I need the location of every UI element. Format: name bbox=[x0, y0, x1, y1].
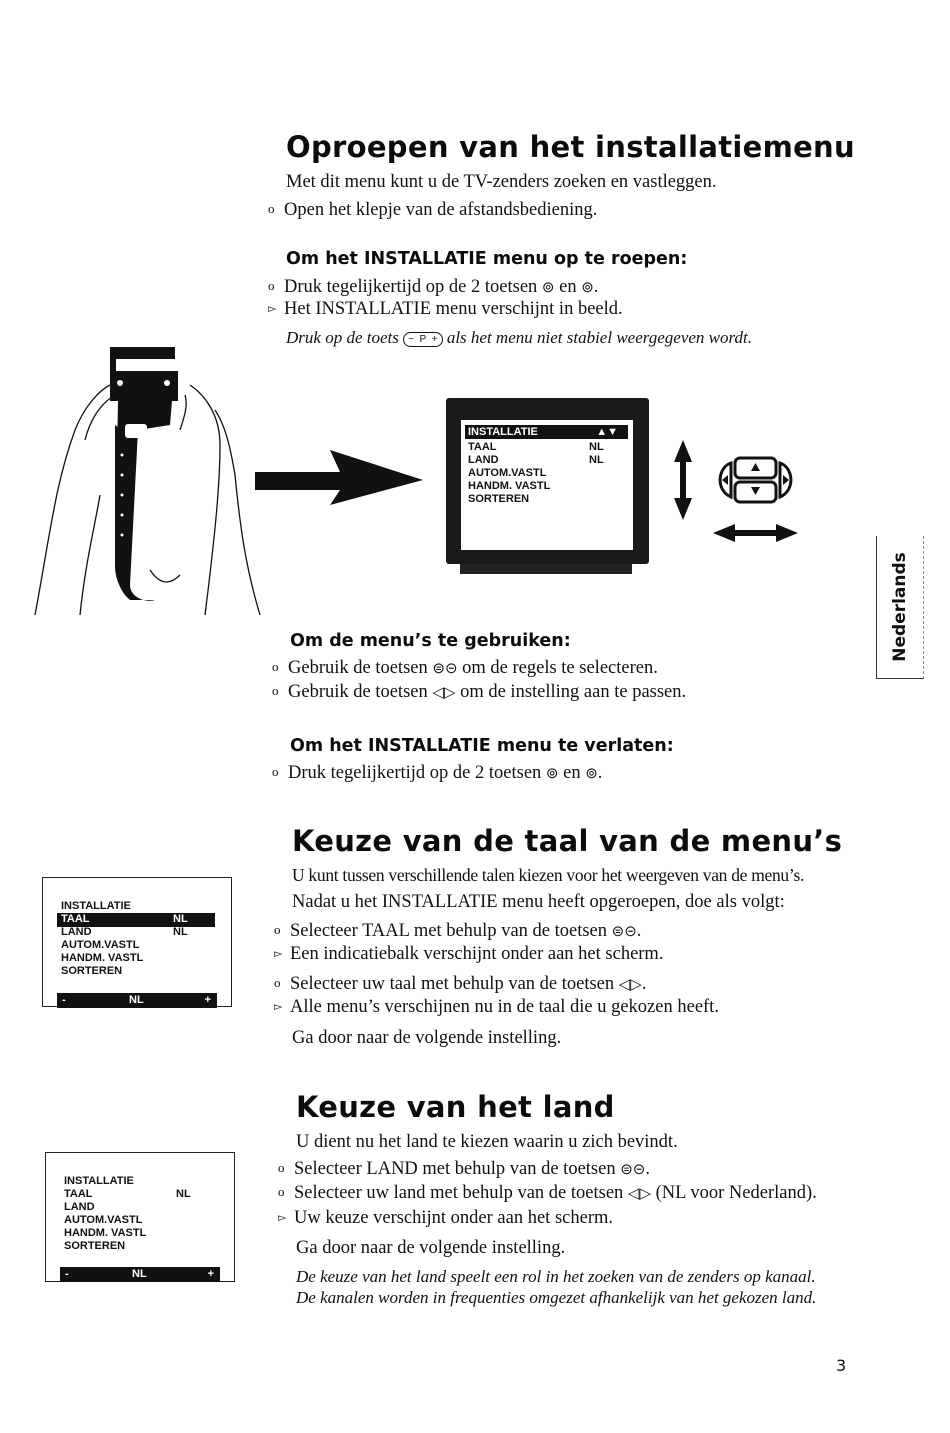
section-title-menu-language: Keuze van de taal van de menu’s bbox=[292, 824, 843, 858]
menu-key-a-icon: ⊚ bbox=[541, 280, 555, 296]
step-text: Selecteer uw taal met behulp van de toetsen bbox=[290, 974, 615, 994]
tv-menu-item-land: LAND bbox=[468, 454, 499, 466]
subheading-use-menus: Om de menu’s te gebruiken: bbox=[290, 631, 571, 651]
full-stop: . bbox=[636, 921, 642, 941]
page-number: 3 bbox=[836, 1356, 847, 1375]
up-down-keys-icon: ⊜⊝ bbox=[620, 1162, 646, 1178]
intro-country: U dient nu het land te kiezen waarin u zich bevindt. bbox=[296, 1132, 678, 1152]
result-text: Het INSTALLATIE menu verschijnt in beeld. bbox=[284, 299, 623, 319]
tv-menu-title-bar bbox=[465, 425, 628, 439]
horizontal-double-arrow-icon bbox=[713, 522, 798, 544]
up-down-arrows-icon: ▲▼ bbox=[596, 426, 618, 438]
tv-menu-item-sorteren: SORTEREN bbox=[468, 493, 530, 505]
step-post: om de regels te selecteren. bbox=[462, 658, 658, 678]
subheading-exit-menu: Om het INSTALLATIE menu te verlaten: bbox=[290, 736, 674, 756]
step-select-language bbox=[274, 972, 646, 996]
program-key-icon: − P + bbox=[403, 332, 442, 347]
result-menus-in-language bbox=[274, 996, 719, 1018]
vertical-double-arrow-icon bbox=[672, 440, 694, 520]
step-exit-press-keys bbox=[272, 761, 602, 785]
indicator-value: NL bbox=[132, 1268, 147, 1280]
mini-menu-value-taal: NL bbox=[176, 1188, 191, 1200]
left-right-keys-icon: ◁▷ bbox=[432, 685, 456, 701]
mini-menu-title: INSTALLATIE bbox=[61, 900, 131, 912]
result-indicator-bar bbox=[274, 943, 663, 965]
mini-menu-value-taal: NL bbox=[173, 913, 188, 925]
intro-text-content: Met dit menu kunt u de TV-zenders zoeken en vastleggen. bbox=[286, 172, 717, 192]
left-right-keys-icon: ◁▷ bbox=[618, 977, 642, 993]
mini-menu-indicator-bar bbox=[57, 993, 217, 1008]
indicator-minus: - bbox=[65, 1268, 69, 1280]
full-stop: . bbox=[597, 763, 603, 783]
step-open-cover bbox=[268, 198, 597, 221]
step-text: Druk tegelijkertijd op de 2 toetsen bbox=[288, 763, 542, 783]
cursor-keys-icon bbox=[713, 455, 798, 505]
full-stop: . bbox=[641, 974, 647, 994]
bullet-icon: o bbox=[278, 1184, 285, 1199]
step-open-cover-text: Open het klepje van de afstandsbediening. bbox=[284, 200, 598, 220]
remote-control-illustration bbox=[30, 335, 270, 620]
tv-menu-item-taal: TAAL bbox=[468, 441, 497, 453]
tv-stand bbox=[460, 564, 632, 574]
up-down-keys-icon: ⊜⊝ bbox=[611, 924, 637, 940]
language-side-tab-label: Nederlands bbox=[890, 552, 910, 662]
step-select-country bbox=[278, 1181, 817, 1205]
intro-languages: U kunt tussen verschillende talen kiezen voor het weergeven van de menu’s. bbox=[292, 865, 805, 885]
right-arrow-icon bbox=[255, 450, 425, 520]
indicator-value: NL bbox=[129, 994, 144, 1006]
result-marker-icon: ▻ bbox=[278, 1212, 287, 1224]
program-key-label: P bbox=[419, 334, 427, 345]
mini-menu-item-taal: TAAL bbox=[64, 1188, 93, 1200]
intro-after-open: Nadat u het INSTALLATIE menu heeft opgeroepen, doe als volgt: bbox=[292, 892, 785, 912]
section-title-installation-menu: Oproepen van het installatiemenu bbox=[286, 130, 855, 164]
bullet-icon: o bbox=[268, 201, 275, 216]
step-select-land bbox=[278, 1157, 650, 1181]
mini-menu-item-handm: HANDM. VASTL bbox=[64, 1227, 147, 1239]
result-text: Een indicatiebalk verschijnt onder aan het scherm. bbox=[290, 944, 664, 964]
note-channel-frequencies: De kanalen worden in frequenties omgezet afhankelijk van het gekozen land. bbox=[296, 1288, 817, 1307]
step-text: Selecteer LAND met behulp van de toetsen bbox=[294, 1159, 616, 1179]
mini-menu-item-land: LAND bbox=[64, 1201, 95, 1213]
tv-menu-value-land: NL bbox=[589, 454, 604, 466]
step-post: (NL voor Nederland). bbox=[655, 1183, 817, 1203]
continue-next-setting: Ga door naar de volgende instelling. bbox=[296, 1238, 566, 1258]
mini-menu-country-selection bbox=[45, 1152, 235, 1282]
mini-menu-item-autom: AUTOM.VASTL bbox=[64, 1214, 143, 1226]
bullet-icon: o bbox=[268, 278, 275, 293]
result-choice-shown bbox=[278, 1207, 613, 1229]
tv-menu-item-handm: HANDM. VASTL bbox=[468, 480, 551, 492]
menu-key-b-icon: ⊚ bbox=[585, 766, 598, 782]
step-adjust-setting bbox=[272, 680, 686, 704]
bullet-icon: o bbox=[274, 975, 281, 990]
note-post: als het menu niet stabiel weergegeven wordt. bbox=[446, 328, 752, 347]
note-country-role: De keuze van het land speelt een rol in het zoeken van de zenders op kanaal. bbox=[296, 1267, 816, 1286]
up-down-keys-icon: ⊜⊝ bbox=[432, 661, 458, 677]
step-select-lines bbox=[272, 656, 658, 680]
intro-text bbox=[286, 171, 717, 193]
note-unstable-menu bbox=[286, 327, 752, 349]
and-word: en bbox=[559, 277, 577, 297]
note-pre: Druk op de toets bbox=[286, 328, 399, 347]
mini-menu-item-land: LAND bbox=[61, 926, 92, 938]
mini-menu-value-land: NL bbox=[173, 926, 188, 938]
result-marker-icon: ▻ bbox=[274, 948, 283, 960]
result-menu-appears bbox=[268, 298, 623, 320]
mini-menu-item-handm: HANDM. VASTL bbox=[61, 952, 144, 964]
step-text: Druk tegelijkertijd op de 2 toetsen bbox=[284, 277, 538, 297]
section-title-country: Keuze van het land bbox=[296, 1090, 615, 1124]
result-marker-icon: ▻ bbox=[268, 303, 277, 315]
menu-key-b-icon: ⊚ bbox=[581, 280, 594, 296]
indicator-plus: + bbox=[204, 994, 211, 1006]
full-stop: . bbox=[645, 1159, 650, 1179]
bullet-icon: o bbox=[272, 659, 279, 674]
result-text: Uw keuze verschijnt onder aan het scherm. bbox=[294, 1208, 613, 1228]
step-text: Selecteer TAAL met behulp van de toetsen bbox=[290, 921, 608, 941]
result-text: Alle menu’s verschijnen nu in de taal die u gekozen heeft. bbox=[290, 997, 719, 1017]
result-marker-icon: ▻ bbox=[274, 1001, 283, 1013]
bullet-icon: o bbox=[274, 922, 281, 937]
subheading-open-menu: Om het INSTALLATIE menu op te roepen: bbox=[286, 249, 688, 269]
indicator-minus: - bbox=[62, 994, 66, 1006]
mini-menu-item-sorteren: SORTEREN bbox=[64, 1240, 126, 1252]
indicator-plus: + bbox=[207, 1268, 214, 1280]
tv-menu-item-autom: AUTOM.VASTL bbox=[468, 467, 547, 479]
mini-menu-language-selection bbox=[42, 877, 232, 1007]
bullet-icon: o bbox=[272, 764, 279, 779]
step-press-two-keys bbox=[268, 275, 598, 299]
tv-menu-title: INSTALLATIE bbox=[468, 426, 538, 438]
tv-screen-installation-menu bbox=[461, 420, 633, 550]
step-pre: Selecteer uw land met behulp van de toetsen bbox=[294, 1183, 624, 1203]
language-side-tab bbox=[876, 536, 924, 679]
mini-menu-item-taal: TAAL bbox=[61, 913, 90, 925]
step-post: om de instelling aan te passen. bbox=[460, 682, 687, 702]
step-select-taal bbox=[274, 919, 641, 943]
menu-key-a-icon: ⊚ bbox=[545, 766, 559, 782]
mini-menu-item-autom: AUTOM.VASTL bbox=[61, 939, 140, 951]
mini-menu-title: INSTALLATIE bbox=[64, 1175, 134, 1187]
step-pre: Gebruik de toetsen bbox=[288, 658, 428, 678]
mini-menu-item-sorteren: SORTEREN bbox=[61, 965, 123, 977]
left-right-keys-icon: ◁▷ bbox=[627, 1186, 651, 1202]
full-stop: . bbox=[593, 277, 599, 297]
bullet-icon: o bbox=[278, 1160, 285, 1175]
mini-menu-indicator-bar bbox=[60, 1267, 220, 1282]
continue-next-setting: Ga door naar de volgende instelling. bbox=[292, 1028, 562, 1048]
and-word: en bbox=[563, 763, 581, 783]
tv-menu-value-taal: NL bbox=[589, 441, 604, 453]
step-pre: Gebruik de toetsen bbox=[288, 682, 428, 702]
bullet-icon: o bbox=[272, 683, 279, 698]
